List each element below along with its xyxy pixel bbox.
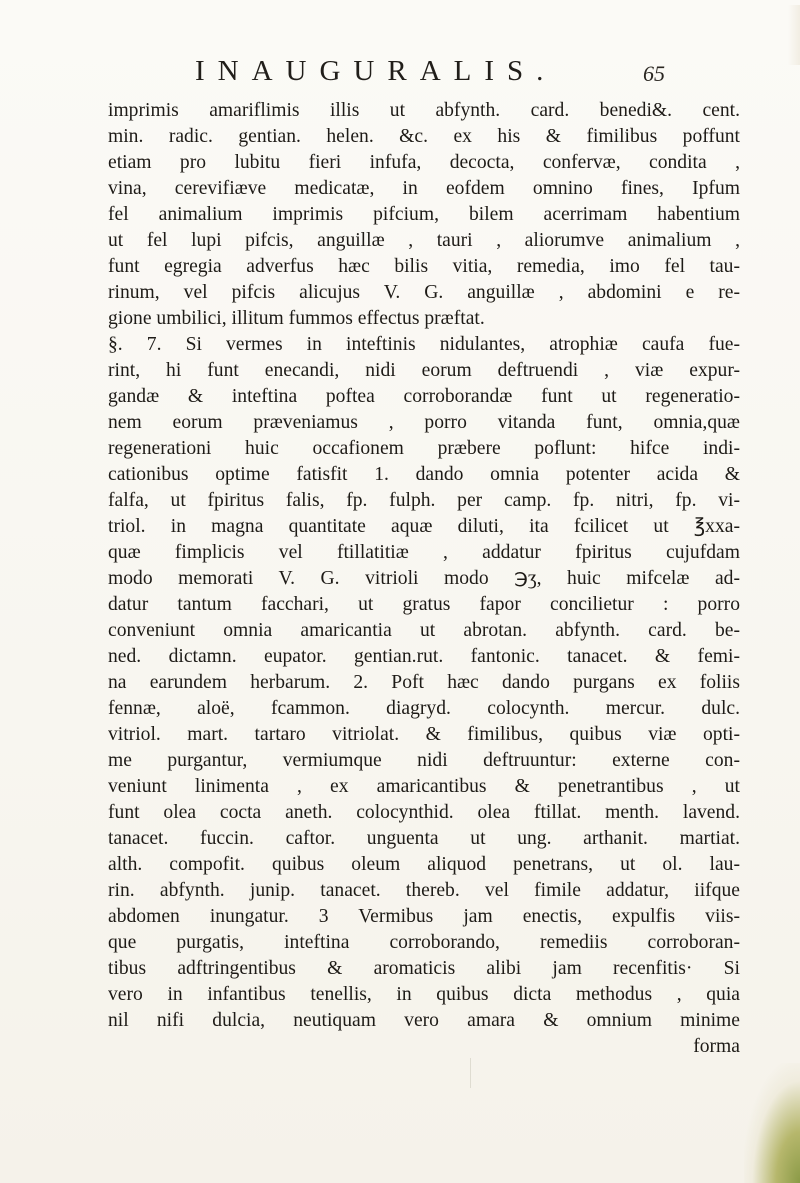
body-text [108, 98, 740, 1060]
text-line: rinum, vel pifcis alicujus V. G. anguillæ , abdomini e re- [108, 282, 740, 303]
text-line: funt egregia adverfus hæc bilis vitia, remedia, imo fel tau- [108, 256, 740, 277]
text-line: na earundem herbarum. 2. Poft hæc dando purgans ex foliis [108, 672, 740, 693]
text-line: abdomen inungatur. 3 Vermibus jam enectis, expulfis viis- [108, 906, 740, 927]
paper-crease [470, 1058, 475, 1088]
catchword: forma [693, 1036, 740, 1057]
text-line: triol. in magna quantitate aquæ diluti, ita fcilicet ut ℥xxa- [108, 516, 740, 537]
text-line: me purgantur, vermiumque nidi deftruuntur: externe con- [108, 750, 740, 771]
text-line: ned. dictamn. eupator. gentian.rut. fantonic. tanacet. & femi- [108, 646, 740, 667]
text-line: modo memorati V. G. vitrioli modo ℈ʒ, huic mifcelæ ad- [108, 568, 740, 589]
text-line: nem eorum præveniamus , porro vitanda funt, omnia,quæ [108, 412, 740, 433]
text-line: que purgatis, inteftina corroborando, remediis corroboran- [108, 932, 740, 953]
text-line: vitriol. mart. tartaro vitriolat. & fimilibus, quibus viæ opti- [108, 724, 740, 745]
page-number: 65 [643, 61, 665, 86]
text-line: datur tantum facchari, ut gratus fapor concilietur : porro [108, 594, 740, 615]
text-line: falfa, ut fpiritus falis, fp. fulph. per camp. fp. nitri, fp. vi- [108, 490, 740, 511]
text-line: min. radic. gentian. helen. &c. ex his & fimilibus poffunt [108, 126, 740, 147]
running-head: INAUGURALIS. [195, 55, 557, 87]
text-line: fel animalium imprimis pifcium, bilem acerrimam habentium [108, 204, 740, 225]
text-line: gione umbilici, illitum fummos effectus præftat. [108, 308, 485, 329]
text-line: tanacet. fuccin. caftor. unguenta ut ung. arthanit. martiat. [108, 828, 740, 849]
page-header [195, 55, 665, 95]
text-line: nil nifi dulcia, neutiquam vero amara & omnium minime [108, 1010, 740, 1031]
text-line: etiam pro lubitu fieri infufa, decocta, confervæ, condita , [108, 152, 740, 173]
text-line: regenerationi huic occafionem præbere poflunt: hifce indi- [108, 438, 740, 459]
corner-stain [744, 1063, 800, 1183]
text-line: cationibus optime fatisfit 1. dando omnia potenter acida & [108, 464, 740, 485]
section-line: §. 7. Si vermes in inteftinis nidulantes, atrophiæ caufa fue- [108, 334, 740, 355]
text-line: conveniunt omnia amaricantia ut abrotan. abfynth. card. be- [108, 620, 740, 641]
text-line: fennæ, aloë, fcammon. diagryd. colocynth. mercur. dulc. [108, 698, 740, 719]
text-line: gandæ & inteftina poftea corroborandæ funt ut regeneratio- [108, 386, 740, 407]
text-line: rin. abfynth. junip. tanacet. thereb. vel fimile addatur, iifque [108, 880, 740, 901]
page-edge-shadow [788, 5, 800, 65]
text-line: vero in infantibus tenellis, in quibus dicta methodus , quia [108, 984, 740, 1005]
text-line: tibus adftringentibus & aromaticis alibi jam recenfitis· Si [108, 958, 740, 979]
text-line: rint, hi funt enecandi, nidi eorum deftruendi , viæ expur- [108, 360, 740, 381]
text-line: veniunt linimenta , ex amaricantibus & penetrantibus , ut [108, 776, 740, 797]
text-line: funt olea cocta aneth. colocynthid. olea ftillat. menth. lavend. [108, 802, 740, 823]
text-line: ut fel lupi pifcis, anguillæ , tauri , aliorumve animalium , [108, 230, 740, 251]
text-line: alth. compofit. quibus oleum aliquod penetrans, ut ol. lau- [108, 854, 740, 875]
text-line: vina, cerevifiæve medicatæ, in eofdem omnino fines, Ipfum [108, 178, 740, 199]
text-line: quæ fimplicis vel ftillatitiæ , addatur fpiritus cujufdam [108, 542, 740, 563]
text-line: imprimis amariflimis illis ut abfynth. card. benedi&. cent. [108, 100, 740, 121]
